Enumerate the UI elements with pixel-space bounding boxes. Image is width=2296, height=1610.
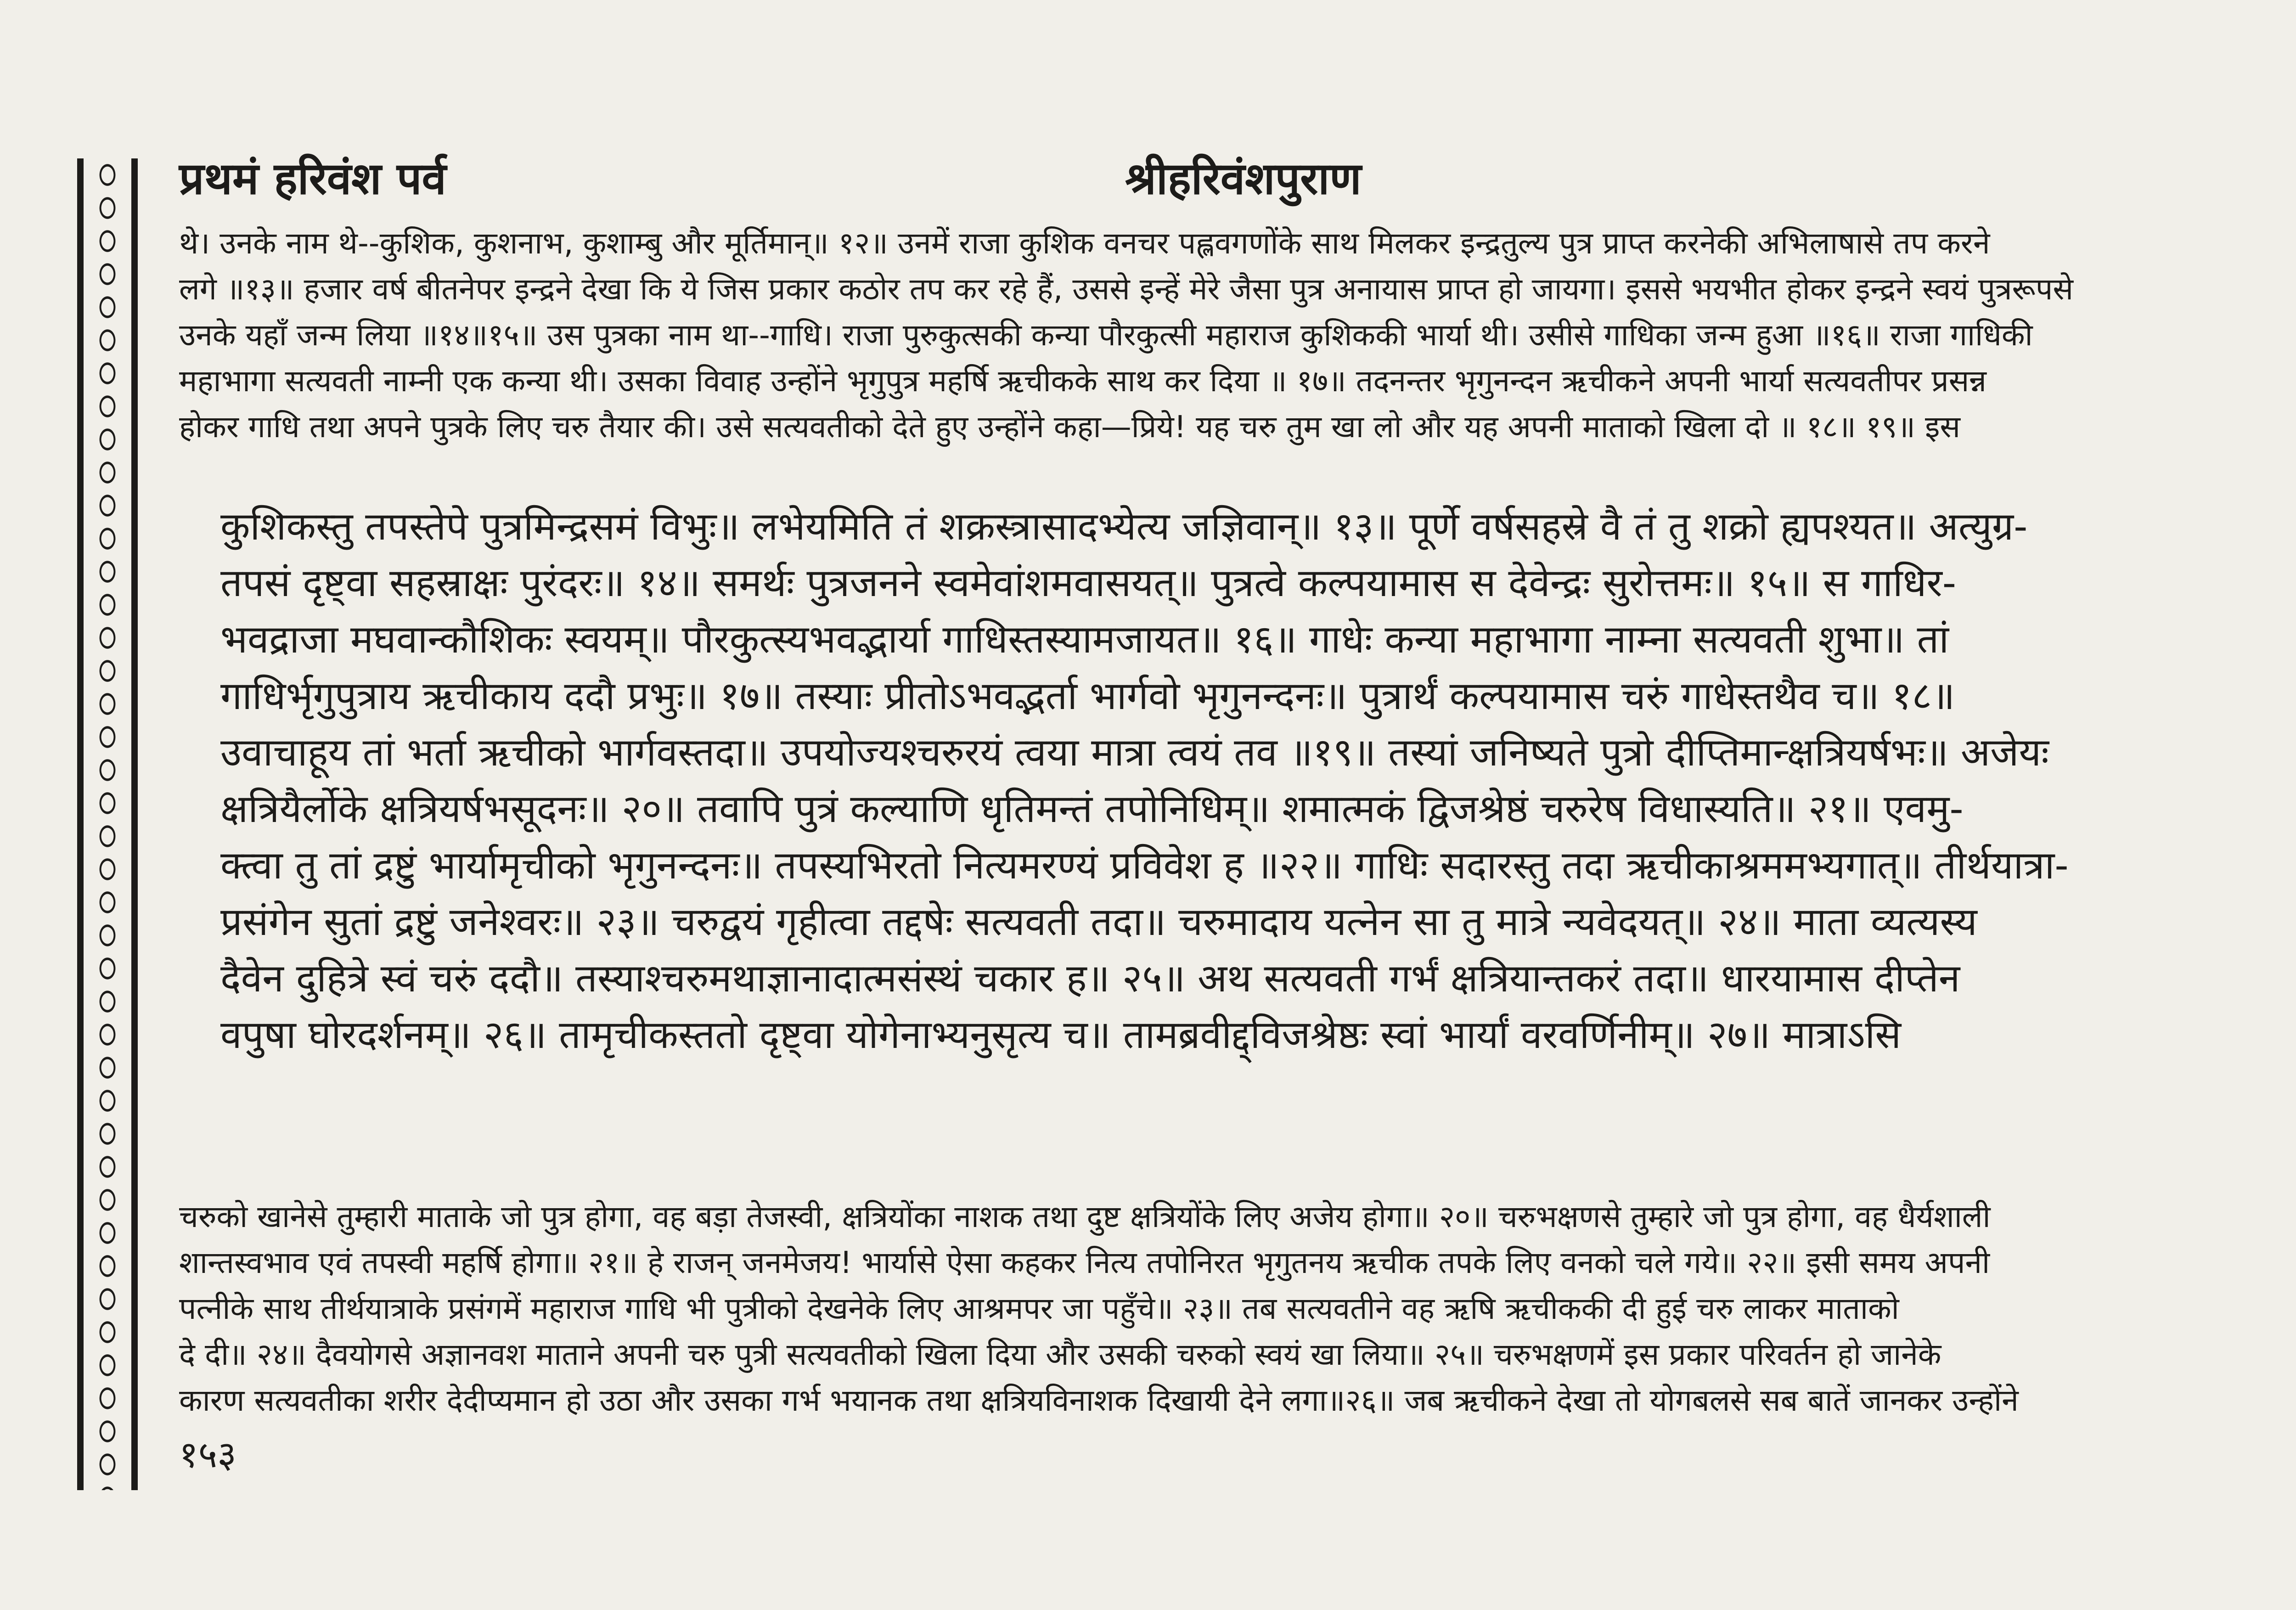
verse-line: क्षत्रियैर्लोके क्षत्रियर्षभसूदनः॥ २०॥ तवापि पुत्रं कल्याणि धृतिमन्तं तपोनिधिम्॥ शमात्मकं द्विजश्रेष्ठं चरुरेष विधास्यति॥ २१॥ एवमु- [220,786,1964,831]
translation-line: थे। उनके नाम थे--कुशिक, कुशनाभ, कुशाम्बु और मूर्तिमान्॥ १२॥ उनमें राजा कुशिक वनचर पह्लवगणोंके साथ मिलकर इन्द्रतुल्य पुत्र प्राप्त करनेकी अभिलाषासे तप करने [179,225,1990,261]
translation-line: महाभागा सत्यवती नाम्नी एक कन्या थी। उसका विवाह उन्होंने भृगुपुत्र महर्षि ऋचीकके साथ कर दिया ॥ १७॥ तदनन्तर भृगुनन्दन ऋचीकने अपनी भार्या सत्यवतीपर प्रसन्न [179,363,1986,399]
translation-line: होकर गाधि तथा अपने पुत्रके लिए चरु तैयार की। उसे सत्यवतीको देते हुए उन्होंने कहा—प्रिये! यह चरु तुम खा लो और यह अपनी माताको खिला दो ॥ १८॥ १९॥ इस [179,409,1961,445]
top-translation [179,220,2296,450]
verse-line: दैवेन दुहित्रे स्वं चरुं ददौ॥ तस्याश्चरुमथाज्ञानादात्मसंस्थं चकार ह॥ २५॥ अथ सत्यवती गर्भं क्षत्रियान्तकरं तदा॥ धारयामास दीप्तेन [220,956,1960,1001]
translation-line: उनके यहाँ जन्म लिया ॥१४॥१५॥ उस पुत्रका नाम था--गाधि। राजा पुरुकुत्सकी कन्या पौरकुत्सी महाराज कुशिककी भार्या थी। उसीसे गाधिका जन्म हुआ ॥१६॥ राजा गाधिकी [179,317,2033,353]
chain-ornament [84,158,131,1490]
verse-line: भवद्राजा मघवान्कौशिकः स्वयम्॥ पौरकुत्स्यभवद्भार्या गाधिस्तस्यामजायत॥ १६॥ गाधेः कन्या महाभागा नाम्ना सत्यवती शुभा॥ तां [220,617,1949,662]
verse-line: तपसं दृष्ट्वा सहस्राक्षः पुरंदरः॥ १४॥ समर्थः पुत्रजनने स्वमेवांशमवासयत्॥ पुत्रत्वे कल्पयामास स देवेन्द्रः सुरोत्तमः॥ १५॥ स गाधिर- [220,560,1957,605]
verse-line: गाधिर्भृगुपुत्राय ऋचीकाय ददौ प्रभुः॥ १७॥ तस्याः प्रीतोऽभवद्भर्ता भार्गवो भृगुनन्दनः॥ पुत्रार्थं कल्पयामास चरुं गाधेस्तथैव च॥ १८॥ [220,673,1955,718]
translation-line: कारण सत्यवतीका शरीर देदीप्यमान हो उठा और उसका गर्भ भयानक तथा क्षत्रियविनाशक दिखायी देने लगा॥२६॥ जब ऋचीकने देखा तो योगबलसे सब बातें जानकर उन्होंने [179,1383,2019,1418]
section-title: प्रथमं हरिवंश पर्व [179,153,446,204]
verse-line: प्रसंगेन सुतां द्रष्टुं जनेश्वरः॥ २३॥ चरुद्वयं गृहीत्वा तद्दषेः सत्यवती तदा॥ चरुमादाय यत्नेन सा तु मात्रे न्यवेदयत्॥ २४॥ माता व्यत्यस्य [220,899,1977,944]
book-title: श्रीहरिवंशपुराण [1125,153,1362,204]
translation-line: पत्नीके साथ तीर्थयात्राके प्रसंगमें महाराज गाधि भी पुत्रीको देखनेके लिए आश्रमपर जा पहुँचे॥ २३॥ तब सत्यवतीने वह ऋषि ऋचीककी दी हुई चरु लाकर माताको [179,1291,1899,1326]
left-ornamental-border [77,158,138,1490]
sanskrit-verses [179,498,2296,1063]
verse-line: कुशिकस्तु तपस्तेपे पुत्रमिन्द्रसमं विभुः॥ लभेयमिति तं शक्रस्त्रासादभ्येत्य जज्ञिवान्॥ १३॥ पूर्णे वर्षसहस्रे वै तं तु शक्रो ह्यपश्यत॥ अत्युग्र- [220,504,2028,549]
translation-line: दे दी॥ २४॥ दैवयोगसे अज्ञानवश माताने अपनी चरु पुत्री सत्यवतीको खिला दिया और उसकी चरुको स्वयं खा लिया॥ २५॥ चरुभक्षणमें इस प्रकार परिवर्तन हो जानेके [179,1337,1941,1372]
translation-line: शान्तस्वभाव एवं तपस्वी महर्षि होगा॥ २१॥ हे राजन् जनमेजय! भार्यासे ऐसा कहकर नित्य तपोनिरत भृगुतनय ऋचीक तपके लिए वनको चले गये॥ २२॥ इसी समय अपनी [179,1245,1990,1280]
bottom-translation [179,1194,2296,1424]
verse-line: वपुषा घोरदर्शनम्॥ २६॥ तामृचीकस्ततो दृष्ट्वा योगेनाभ्यनुसृत्य च॥ तामब्रवीद्द्विजश्रेष्ठः स्वां भार्यां वरवर्णिनीम्॥ २७॥ मात्राऽसि [220,1012,1902,1057]
page-header [179,138,2296,207]
verse-line: क्त्वा तु तां द्रष्टुं भार्यामृचीको भृगुनन्दनः॥ तपस्यभिरतो नित्यमरण्यं प्रविवेश ह ॥२२॥ गाधिः सदारस्तु तदा ऋचीकाश्रममभ्यगात्॥ तीर्थयात्रा- [220,843,2069,888]
page-number-left: १५३ [179,1433,236,1476]
verse-line: उवाचाहूय तां भर्ता ऋचीको भार्गवस्तदा॥ उपयोज्यश्चरुरयं त्वया मात्रा त्वयं तव ॥१९॥ तस्यां जनिष्यते पुत्रो दीप्तिमान्क्षत्रियर्षभः॥ अजेयः [220,730,2049,775]
translation-line: लगे ॥१३॥ हजार वर्ष बीतनेपर इन्द्रने देखा कि ये जिस प्रकार कठोर तप कर रहे हैं, उससे इन्हें मेरे जैसा पुत्र अनायास प्राप्त हो जायगा। इससे भयभीत होकर इन्द्रने स्वयं पुत्ररूपसे [179,271,2073,307]
translation-line: चरुको खानेसे तुम्हारी माताके जो पुत्र होगा, वह बड़ा तेजस्वी, क्षत्रियोंका नाशक तथा दुष्ट क्षत्रियोंके लिए अजेय होगा॥ २०॥ चरुभक्षणसे तुम्हारे जो पुत्र होगा, वह धैर्यशाली [179,1199,1991,1234]
